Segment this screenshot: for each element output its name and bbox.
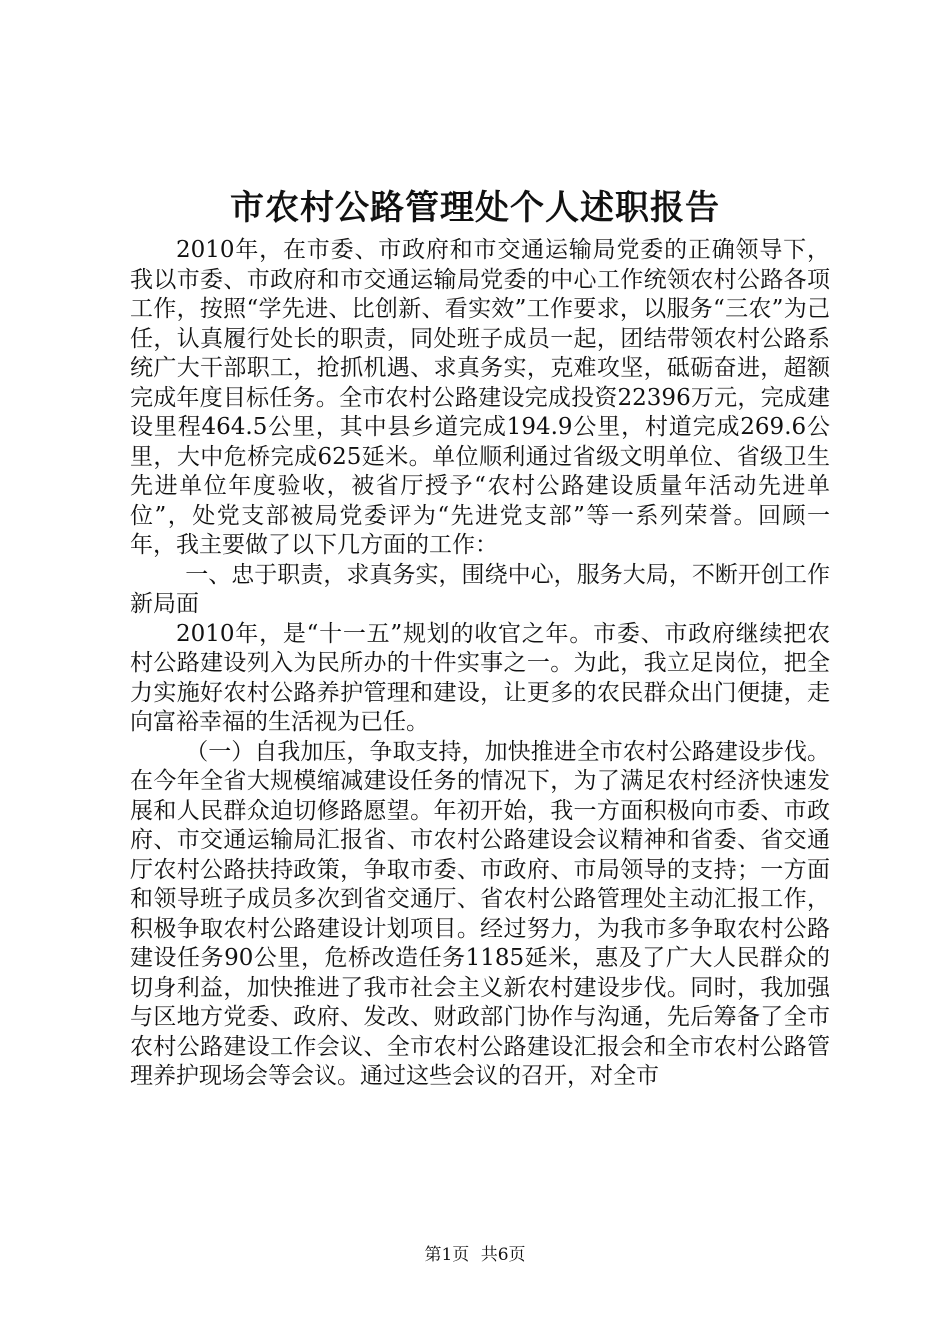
paragraph-subsection-1: （一）自我加压，争取支持，加快推进全市农村公路建设步伐。在今年全省大规模缩减建设任务的情况下，为了满足农村经济快速发展和人民群众迫切修路愿望。年初开始，我一方面积极向市委、市政府、市交通运输局汇报省、市农村公路建设会议精神和省委、省交通厅农村公路扶持政策，争取市委、市政府、市局领导的支持；一方面和领导班子成员多次到省交通厅、省农村公路管理处主动汇报工作，积极争取农村公路建设计划项目。经过努力，为我市多争取农村公路建设任务90公里，危桥改造任务1185延米，惠及了广大人民群众的切身利益，加快推进了我市社会主义新农村建设步伐。同时，我加强与区地方党委、政府、发改、财政部门协作与沟通，先后筹备了全市农村公路建设工作会议、全市农村公路建设汇报会和全市农村公路管理养护现场会等会议。通过这些会议的召开，对全市 xyxy=(130,738,830,1089)
page-number: 第1页 xyxy=(424,1245,470,1265)
paragraph-intro: 2010年，在市委、市政府和市交通运输局党委的正确领导下，我以市委、市政府和市交通运输局党委的中心工作统领农村公路各项工作，按照“学先进、比创新、看实效”工作要求，以服务“三农”为己任，认真履行处长的职责，同处班子成员一起，团结带领农村公路系统广大干部职工，抢抓机遇、求真务实，克难攻坚，砥砺奋进，超额完成年度目标任务。全市农村公路建设完成投资22396万元，完成建设里程464.5公里，其中县乡道完成194.9公里，村道完成269.6公里，大中危桥完成625延米。单位顺利通过省级文明单位、省级卫生先进单位年度验收，被省厅授予“农村公路建设质量年活动先进单位”，处党支部被局党委评为“先进党支部”等一系列荣誉。回顾一年，我主要做了以下几方面的工作： xyxy=(130,237,830,558)
section-heading-1: 一、忠于职责，求真务实，围绕中心，服务大局，不断开创工作新局面 xyxy=(130,561,830,617)
paragraph-2010: 2010年，是“十一五”规划的收官之年。市委、市政府继续把农村公路建设列入为民所办的十件实事之一。为此，我立足岗位，把全力实施好农村公路养护管理和建设，让更多的农民群众出门便捷，走向富裕幸福的生活视为已任。 xyxy=(130,620,830,735)
document-title: 市农村公路管理处个人述职报告 xyxy=(230,188,720,228)
page-total: 共6页 xyxy=(480,1245,526,1265)
document-body xyxy=(130,236,830,1092)
page-footer xyxy=(0,1243,950,1267)
